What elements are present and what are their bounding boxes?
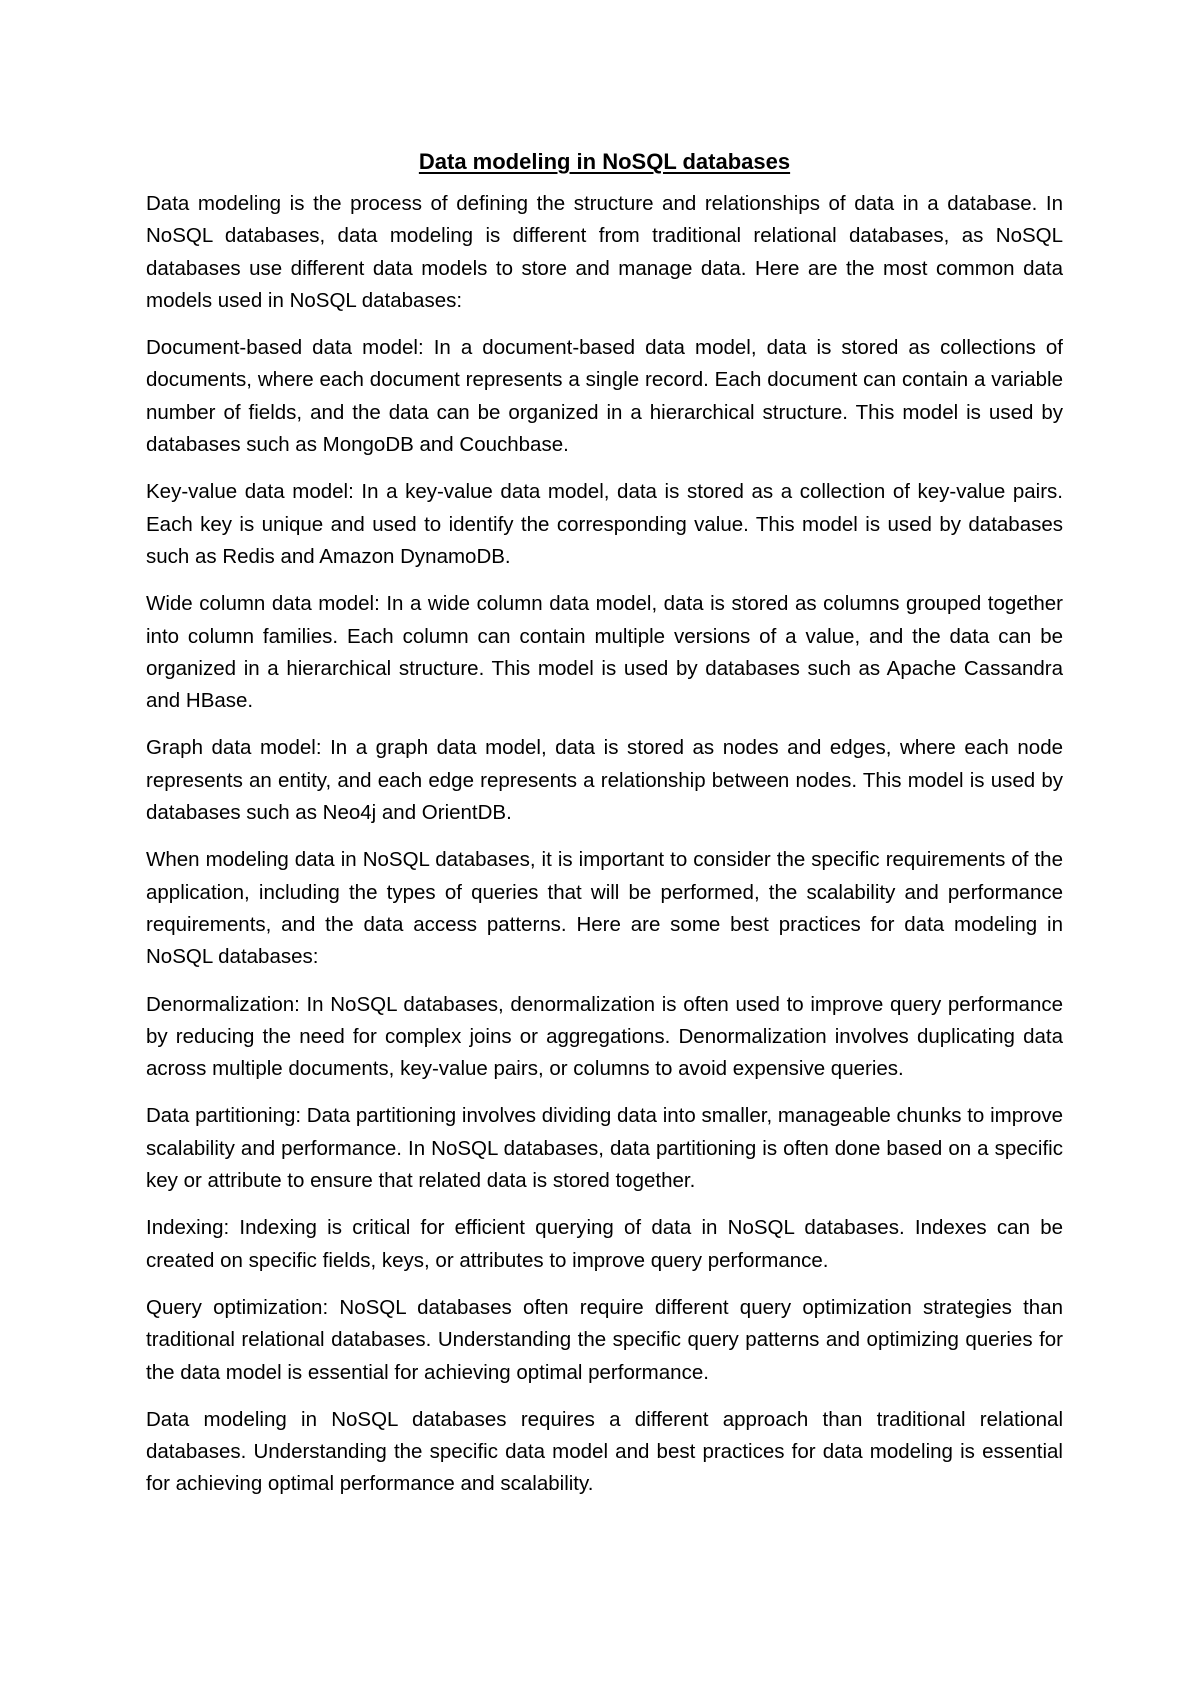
paragraph-intro: Data modeling is the process of defining the structure and relationships of data in a database. In NoSQL databases, data modeling is different from traditional relational databases, as NoSQL databases use different data models to store and manage data. Here are the most common data models used in NoSQL databases: bbox=[146, 192, 1063, 312]
paragraph-key-value-model: Key-value data model: In a key-value data model, data is stored as a collection of key-value pairs. Each key is unique and used to identify the corresponding value. This model is used by databases such as Redis and Amazon DynamoDB. bbox=[146, 480, 1063, 568]
paragraph-wide-column-model: Wide column data model: In a wide column data model, data is stored as columns grouped together into column families. Each column can contain multiple versions of a value, and the data can be organized in a hierarchical structure. This model is used by databases such as Apache Cassandra and HBase. bbox=[146, 592, 1063, 713]
document-body bbox=[146, 146, 1063, 1516]
paragraph-document-model: Document-based data model: In a document-based data model, data is stored as collections of documents, where each document represents a single record. Each document can contain a variable number of fields, and the data can be organized in a hierarchical structure. This model is used by databases such as MongoDB and Couchbase. bbox=[146, 336, 1063, 457]
paragraph-best-practices-intro: When modeling data in NoSQL databases, it is important to consider the specific requirements of the application, including the types of queries that will be performed, the scalability and performance requirements, and the data access patterns. Here are some best practices for data modeling in NoSQL databases: bbox=[146, 848, 1063, 969]
paragraph-conclusion: Data modeling in NoSQL databases requires a different approach than traditional relational databases. Understanding the specific data model and best practices for data modeling is essential for achieving optimal performance and scalability. bbox=[146, 1407, 1063, 1496]
paragraph-query-optimization: Query optimization: NoSQL databases often require different query optimization strategies than traditional relational databases. Understanding the specific query patterns and optimizing queries for the data model is essential for achieving optimal performance. bbox=[146, 1295, 1063, 1384]
document-title: Data modeling in NoSQL databases bbox=[418, 149, 791, 174]
paragraph-graph-model: Graph data model: In a graph data model, data is stored as nodes and edges, where each node represents an entity, and each edge represents a relationship between nodes. This model is used by databases such as Neo4j and OrientDB. bbox=[146, 736, 1063, 825]
paragraph-data-partitioning: Data partitioning: Data partitioning involves dividing data into smaller, manageable chunks to improve scalability and performance. In NoSQL databases, data partitioning is often done based on a specific key or attribute to ensure that related data is stored together. bbox=[146, 1104, 1063, 1193]
paragraph-denormalization: Denormalization: In NoSQL databases, denormalization is often used to improve query performance by reducing the need for complex joins or aggregations. Denormalization involves duplicating data across multiple documents, key-value pairs, or columns to avoid expensive queries. bbox=[146, 992, 1063, 1081]
paragraph-indexing: Indexing: Indexing is critical for efficient querying of data in NoSQL databases. Indexes can be created on specific fields, keys, or attributes to improve query performance. bbox=[146, 1216, 1063, 1272]
